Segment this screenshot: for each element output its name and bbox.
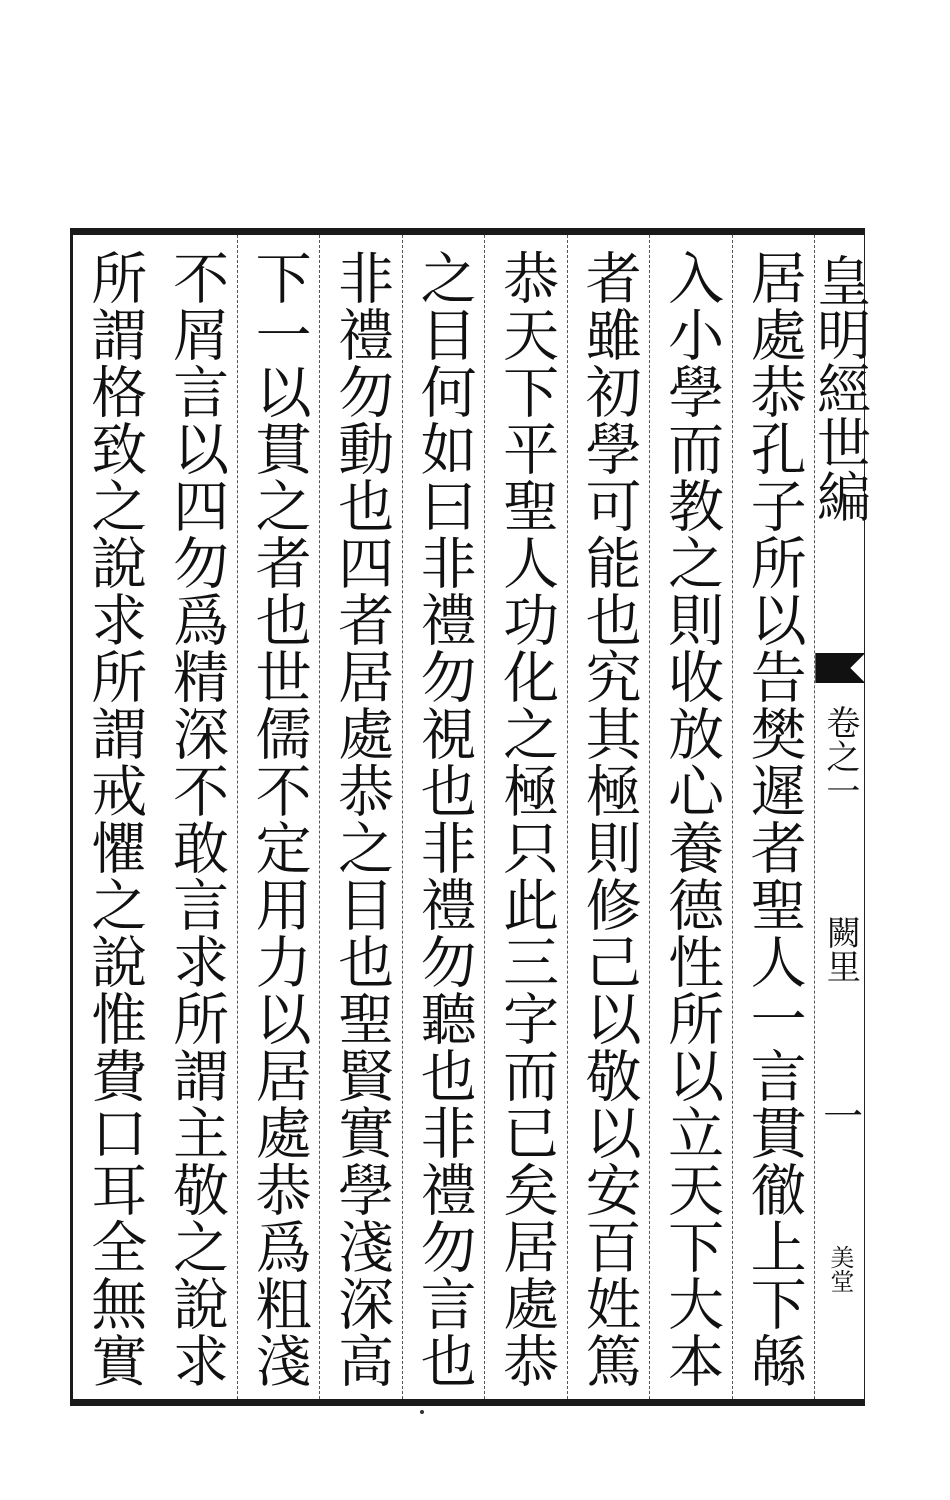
column-text: 恭天下平聖人功化之極只此三字而已矣居處恭 <box>494 249 560 1389</box>
column-text: 者雖初學可能也究其極則修己以敬以安百姓篤 <box>576 249 642 1389</box>
column-text: 居處恭孔子所以告樊遲者聖人一言貫徹上下緜 <box>741 249 807 1389</box>
text-column-4 <box>485 235 567 1399</box>
text-column-3 <box>568 235 650 1399</box>
page-frame <box>70 228 872 1406</box>
text-columns <box>73 235 872 1399</box>
column-text: 之目何如曰非禮勿視也非禮勿聽也非禮勿言也 <box>411 249 477 1389</box>
leaf-number: 一 <box>816 1095 863 1135</box>
column-text: 不屑言以四勿爲精深不敢言求所謂主敬之說求 <box>164 249 230 1389</box>
fishtail-mark-icon <box>815 653 865 683</box>
banner-column <box>808 235 872 1399</box>
hall-name: 美堂 <box>825 1245 854 1293</box>
column-text: 下一以貫之者也世儒不定用力以居處恭爲粗淺 <box>246 249 312 1389</box>
column-text: 所謂格致之說求所謂戒懼之說惟費口耳全無實 <box>82 249 148 1389</box>
text-column-5 <box>403 235 485 1399</box>
ink-dot <box>420 1410 424 1414</box>
text-column-7 <box>238 235 320 1399</box>
text-column-8 <box>155 235 237 1399</box>
column-text: 非禮勿動也四者居處恭之目也聖賢實學淺深高 <box>329 249 395 1389</box>
chapter-label: 闕里 <box>820 915 861 983</box>
text-column-6 <box>320 235 402 1399</box>
text-column-2 <box>650 235 732 1399</box>
column-text: 入小學而教之則收放心養德性所以立天下大本 <box>659 249 725 1389</box>
book-title: 皇明經世編 <box>808 253 872 523</box>
volume-label: 卷之一 <box>819 705 860 807</box>
text-column-1 <box>733 235 815 1399</box>
text-column-9 <box>73 235 155 1399</box>
